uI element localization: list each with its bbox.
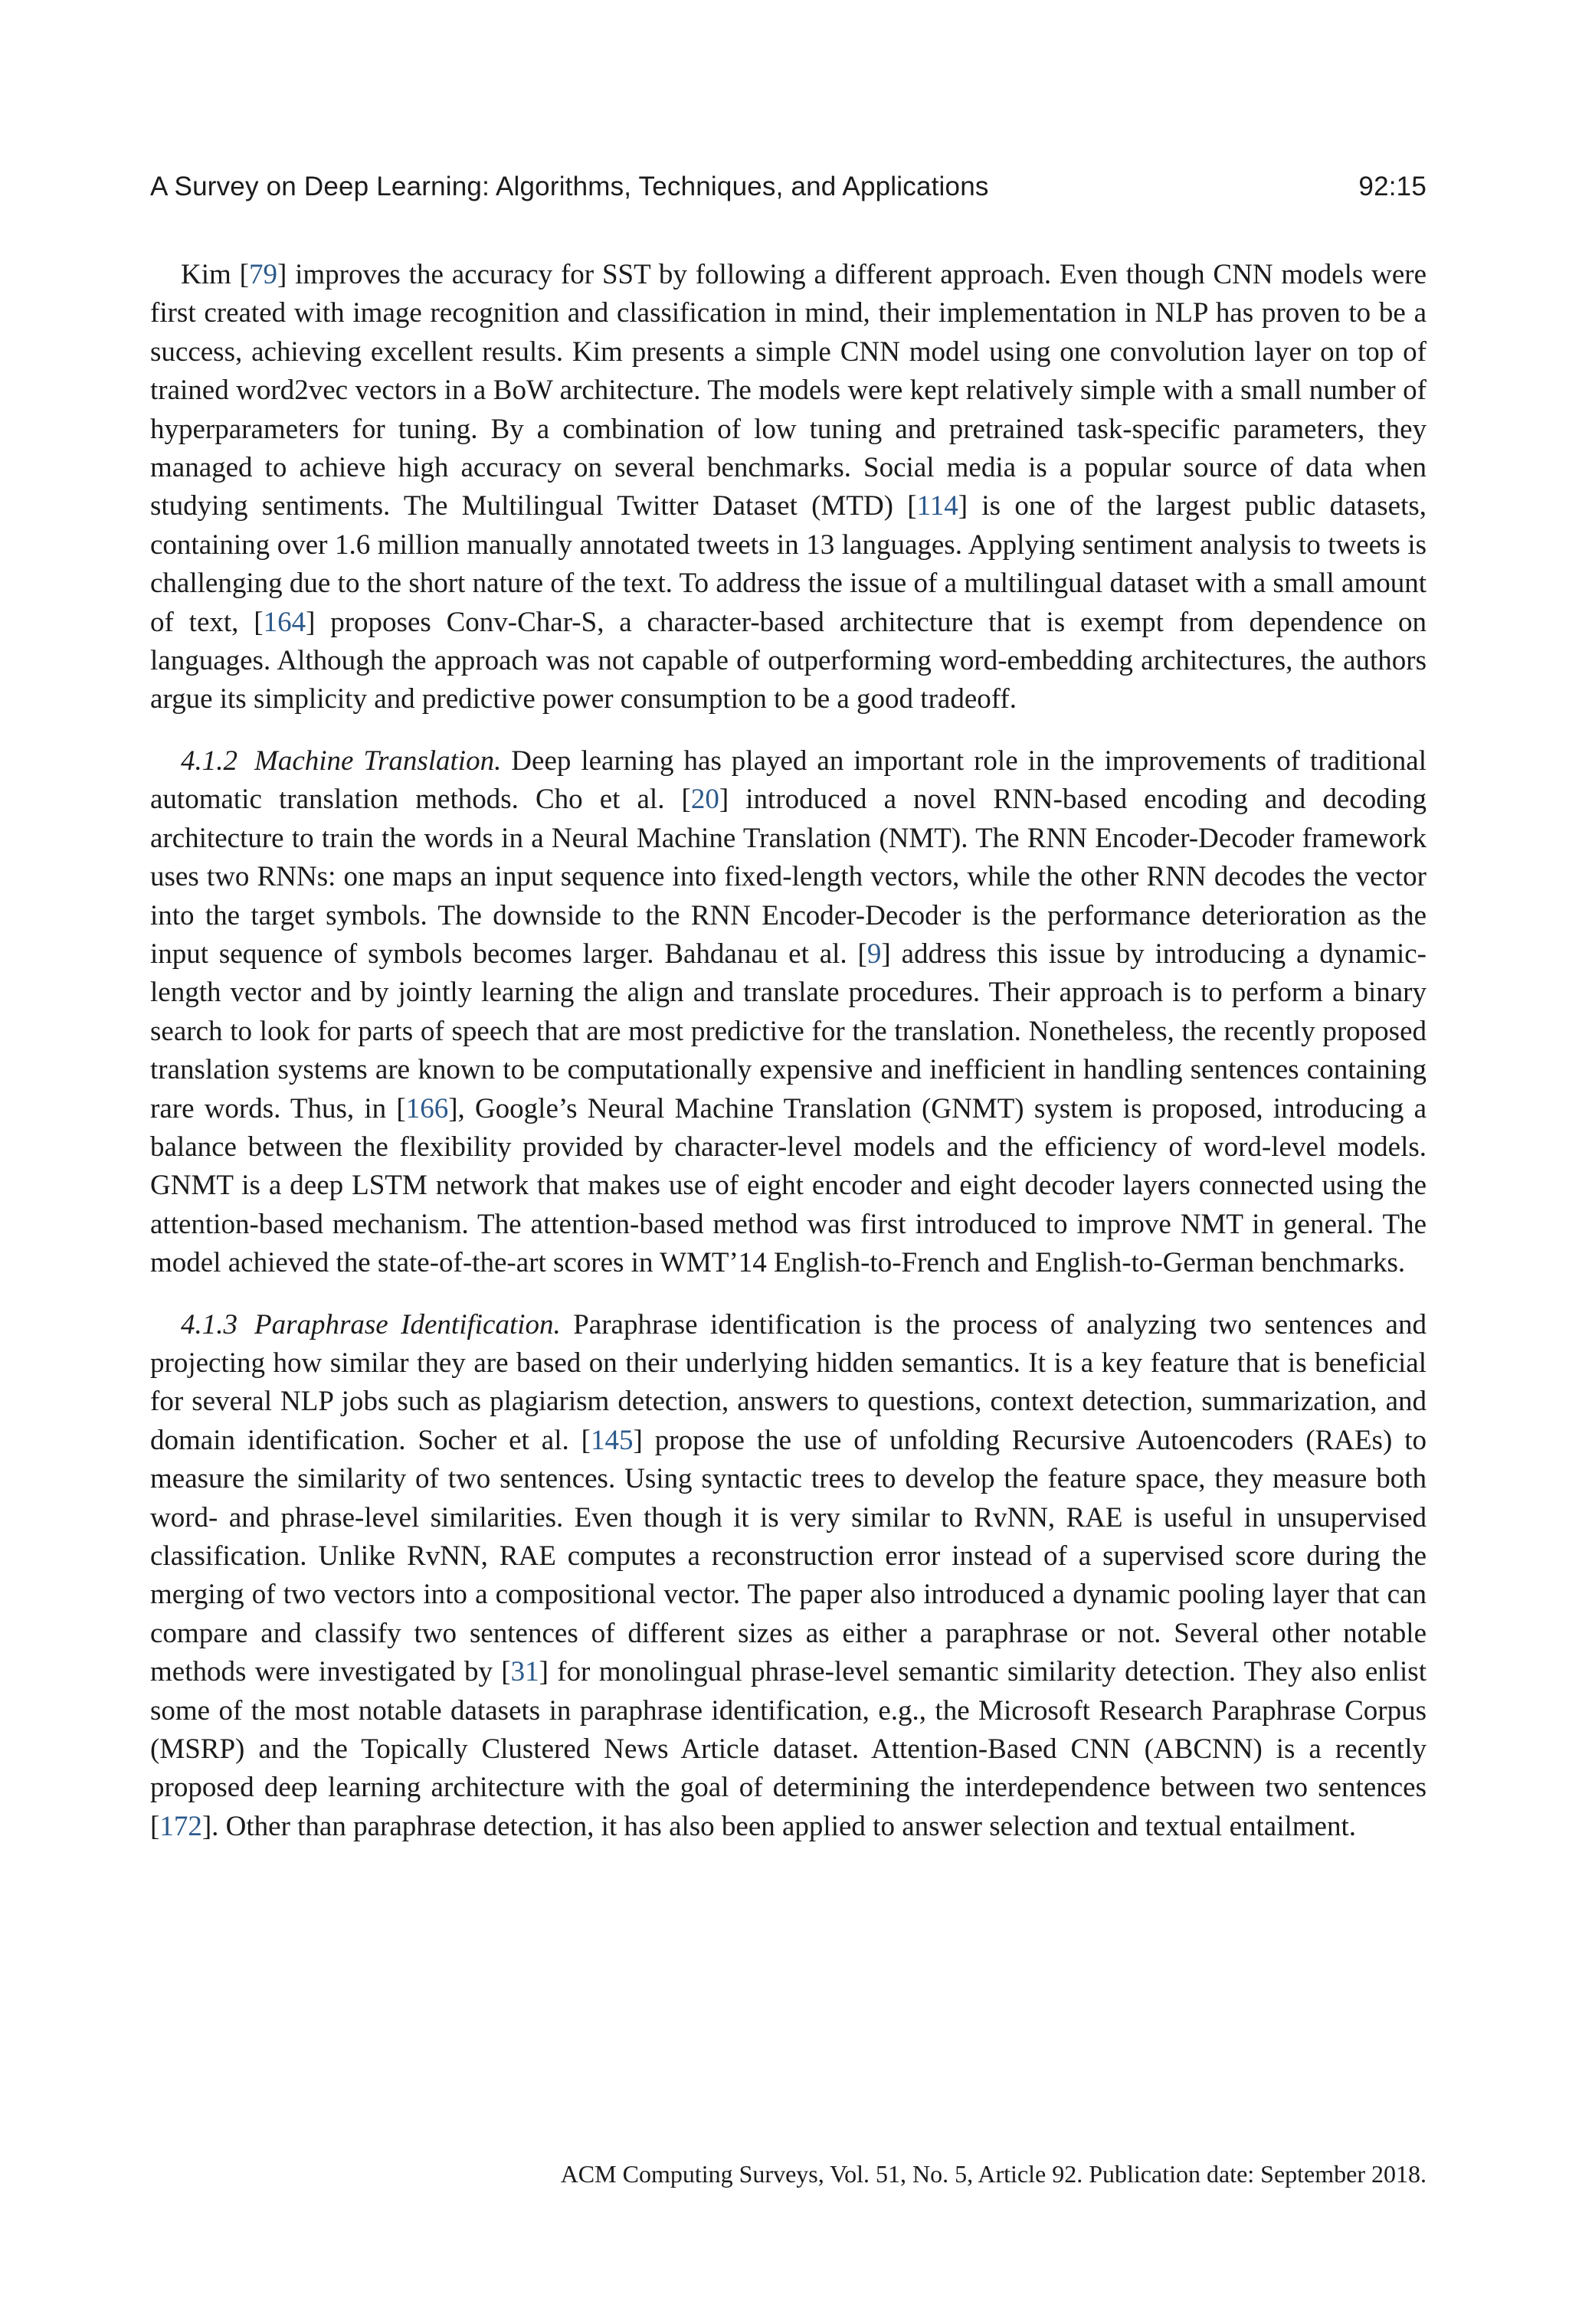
citation-link[interactable]: 20 xyxy=(690,784,719,816)
running-title: A Survey on Deep Learning: Algorithms, Techniques, and Applications xyxy=(150,172,989,201)
running-header xyxy=(150,172,1427,213)
paragraph-machine-translation xyxy=(150,742,1427,1283)
text-run: ] propose the use of unfolding Recursive Autoencoders (RAEs) to measure the similarity of two sentences. Using syntactic trees to develop the feature space, they measure both word- and phrase-level similarities. Even though it is very similar to RvNN, RAE is useful in unsupervised classification. Unlike RvNN, RAE computes a reconstruction error instead of a supervised score during the merging of two vectors into a compositional vector. The paper also introduced a dynamic pooling layer that can compare and classify two sentences of different sizes as either a paraphrase or not. Several other notable methods were investigated by [ xyxy=(150,1424,1427,1688)
text-run: ] address this issue by introducing a dynamic-length vector and by jointly learning the align and translate procedures. Their approach is to perform a binary search to look for parts of speech that are most predictive for the translation. Nonetheless, the recently proposed translation systems are known to be computationally expensive and inefficient in handling sentences containing rare words. Thus, in [ xyxy=(150,938,1427,1124)
article-body xyxy=(150,256,1427,1846)
text-run: ] for monolingual phrase-level semantic similarity detection. They also enlist some of the most notable datasets in paraphrase identification, e.g., the Microsoft Research Paraphrase Corpus (MSRP) and the Topically Clustered News Article dataset. Attention-Based CNN (ABCNN) is a recently proposed deep learning architecture with the goal of determining the interdependence between two sentences [ xyxy=(150,1656,1427,1842)
page-number: 92:15 xyxy=(1358,172,1427,201)
text-run: ]. Other than paraphrase detection, it has also been applied to answer selection and textual entailment. xyxy=(201,1810,1357,1842)
paragraph-paraphrase-identification xyxy=(150,1306,1427,1847)
text-run: ], Google’s Neural Machine Translation (GNMT) system is proposed, introducing a balance between the flexibility provided by character-level models and the efficiency of word-level models. GNMT is a deep LSTM network that makes use of eight encoder and eight decoder layers connected using the attention-based mechanism. The attention-based method was first introduced to improve NMT in general. The model achieved the state-of-the-art scores in WMT’14 English-to-French and English-to-German benchmarks. xyxy=(150,1092,1427,1279)
citation-link[interactable]: 9 xyxy=(866,938,882,970)
text-run: ] improves the accuracy for SST by following a different approach. Even though CNN models were first created with image recognition and classification in mind, their implementation in NLP has proven to be a success, achieving excellent results. Kim presents a simple CNN model using one convolution layer on top of trained word2vec vectors in a BoW architecture. The models were kept relatively simple with a small number of hyperparameters for tuning. By a combination of low tuning and pretrained task-specific parameters, they managed to achieve high accuracy on several benchmarks. Social media is a popular source of data when studying sentiments. The Multilingual Twitter Dataset (MTD) [ xyxy=(150,259,1427,522)
section-title: Paraphrase Identification. xyxy=(254,1308,561,1340)
citation-link[interactable]: 79 xyxy=(248,259,277,290)
citation-link[interactable]: 145 xyxy=(591,1424,634,1456)
paragraph-sentiment-analysis xyxy=(150,256,1427,719)
text-run: Deep learning has played an important role in the improvements of traditional automatic translation methods. Cho et al. [ xyxy=(150,745,1427,816)
section-number: 4.1.2 xyxy=(181,745,237,777)
section-number: 4.1.3 xyxy=(181,1308,237,1340)
section-title: Machine Translation. xyxy=(254,745,502,777)
text-run: ] is one of the largest public datasets, containing over 1.6 million manually annotated tweets in 13 languages. Applying sentiment analysis to tweets is challenging due to the short nature of the text. To address the issue of a multilingual dataset with a small amount of text, [ xyxy=(150,490,1427,638)
text-run: ] proposes Conv-Char-S, a character-based architecture that is exempt from dependence on languages. Although the approach was not capable of outperforming word-embedding architectures, the authors argue its simplicity and predictive power consumption to be a good tradeoff. xyxy=(150,606,1427,715)
publication-footer: ACM Computing Surveys, Vol. 51, No. 5, Article 92. Publication date: September 2018. xyxy=(560,2160,1427,2188)
citation-link[interactable]: 114 xyxy=(916,490,958,522)
text-run: Kim [ xyxy=(181,259,249,290)
citation-link[interactable]: 31 xyxy=(510,1656,539,1688)
text-run: ] introduced a novel RNN-based encoding and decoding architecture to train the words in a Neural Machine Translation (NMT). The RNN Encoder-Decoder framework uses two RNNs: one maps an input sequence into fixed-length vectors, while the other RNN decodes the vector into the target symbols. The downside to the RNN Encoder-Decoder is the performance deterioration as the input sequence of symbols becomes larger. Bahdanau et al. [ xyxy=(150,784,1427,970)
citation-link[interactable]: 166 xyxy=(405,1092,449,1124)
citation-link[interactable]: 172 xyxy=(159,1810,202,1842)
citation-link[interactable]: 164 xyxy=(263,606,306,638)
text-run: Paraphrase identification is the process of analyzing two sentences and projecting how similar they are based on their underlying hidden semantics. It is a key feature that is beneficial for several NLP jobs such as plagiarism detection, answers to questions, context detection, summarization, and domain identification. Socher et al. [ xyxy=(150,1308,1427,1456)
